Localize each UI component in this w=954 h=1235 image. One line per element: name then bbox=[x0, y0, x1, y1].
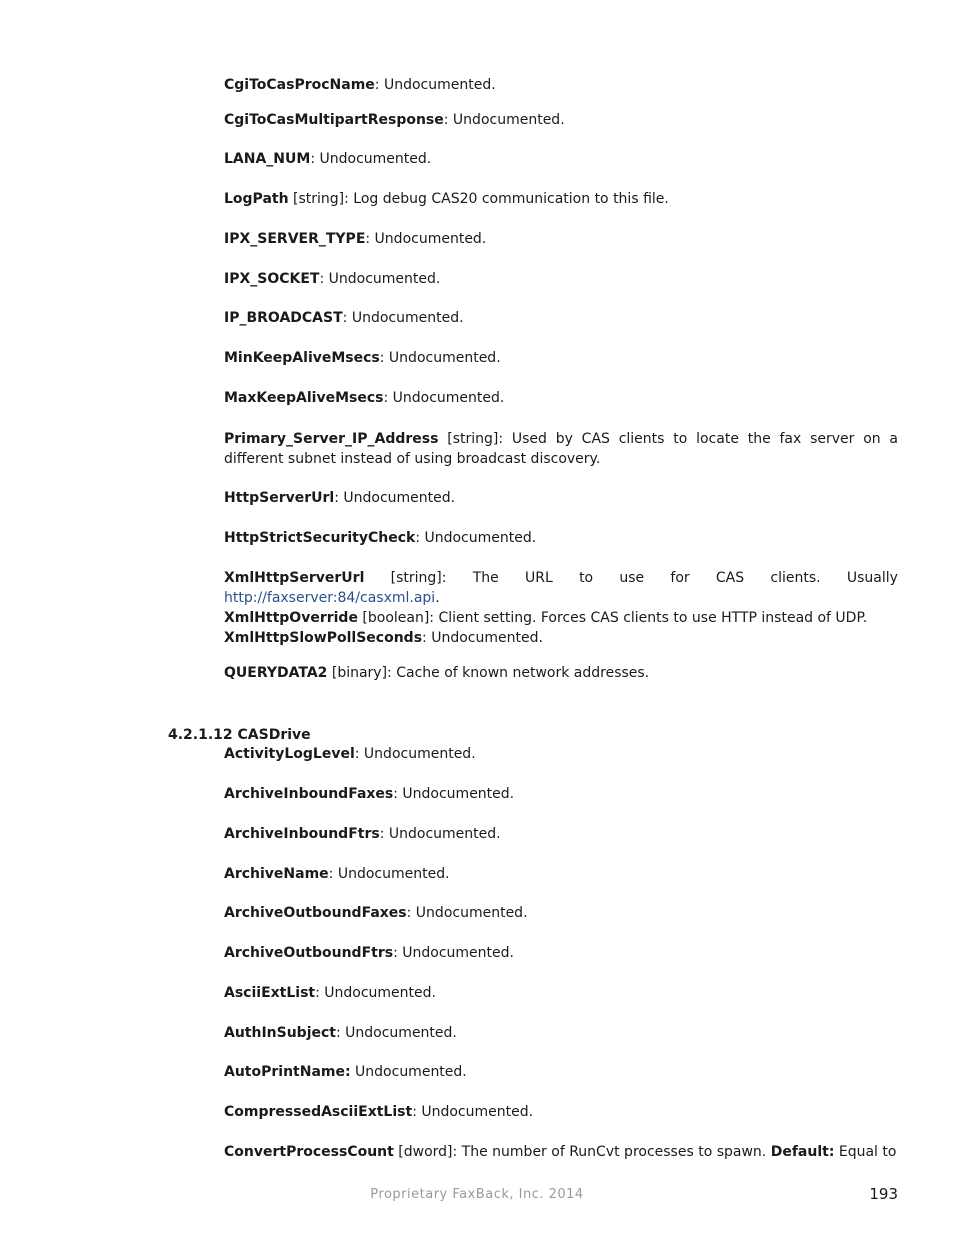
entry-desc: : Undocumented. bbox=[374, 77, 496, 93]
entry-word: clients. bbox=[770, 570, 821, 586]
entry-desc: : Undocumented. bbox=[393, 945, 514, 961]
entry-archiveoutboundfaxes bbox=[224, 903, 898, 923]
entry-desc: : Undocumented. bbox=[328, 866, 450, 882]
entry-name: ArchiveInboundFaxes bbox=[224, 786, 394, 802]
entry-ip-broadcast bbox=[224, 308, 898, 328]
entry-name: AutoPrintName: bbox=[224, 1064, 351, 1080]
entry-desc: [boolean]: Client setting. Forces CAS clients to use HTTP instead of UDP. bbox=[357, 610, 868, 626]
entry-name: ArchiveInboundFtrs bbox=[224, 826, 380, 842]
entry-name: HttpServerUrl bbox=[224, 490, 335, 506]
entry-desc: : Undocumented. bbox=[315, 985, 436, 1001]
entry-word: The bbox=[472, 570, 499, 586]
entry-ipx-server-type bbox=[224, 229, 898, 249]
entry-desc: [string]: Used by CAS clients to locate the fax server on a different subnet instead of using broadcast discovery. bbox=[224, 431, 898, 467]
entry-name: ArchiveName bbox=[224, 866, 329, 882]
casxml-link[interactable]: http://faxserver:84/casxml.api bbox=[224, 590, 436, 606]
entry-xmlhttpserverurl bbox=[224, 568, 898, 648]
entry-word: URL bbox=[525, 570, 553, 586]
entry-name: MaxKeepAliveMsecs bbox=[224, 390, 384, 406]
entry-name: IPX_SERVER_TYPE bbox=[224, 231, 366, 247]
link-period: . bbox=[435, 590, 440, 606]
entry-desc: : Undocumented. bbox=[354, 746, 476, 762]
entry-archiveoutboundftrs bbox=[224, 943, 898, 963]
entry-convertprocesscount bbox=[224, 1142, 898, 1162]
section-heading-casdrive: 4.2.1.12 CASDrive bbox=[168, 727, 311, 743]
entry-name: XmlHttpServerUrl bbox=[224, 570, 365, 586]
entry-desc: : Undocumented. bbox=[393, 786, 515, 802]
entry-maxkeepalivemsecs bbox=[224, 388, 898, 408]
entry-word: use bbox=[619, 570, 645, 586]
entry-archiveinboundfaxes bbox=[224, 784, 898, 804]
entry-name: IPX_SOCKET bbox=[224, 271, 320, 287]
entry-xmlhttpslowpollseconds bbox=[224, 628, 898, 648]
entry-asciiextlist bbox=[224, 983, 898, 1003]
entry-activityloglevel bbox=[224, 744, 898, 764]
entry-autoprintname bbox=[224, 1062, 898, 1082]
page-number: 193 bbox=[869, 1185, 898, 1203]
entry-desc: : Undocumented. bbox=[319, 271, 441, 287]
entry-xmlhttpserverurl-link-line bbox=[224, 588, 898, 608]
entry-minkeepalivemsecs bbox=[224, 348, 898, 368]
entry-xmlhttpoverride bbox=[224, 608, 898, 628]
entry-name: Primary_Server_IP_Address bbox=[224, 431, 439, 447]
entry-desc: : Undocumented. bbox=[383, 390, 505, 406]
entry-desc: : Undocumented. bbox=[365, 231, 487, 247]
entry-desc: : Undocumented. bbox=[336, 1025, 457, 1041]
entry-lana-num bbox=[224, 149, 898, 169]
entry-name: XmlHttpSlowPollSeconds bbox=[224, 630, 423, 646]
entry-desc: : Undocumented. bbox=[379, 350, 501, 366]
footer-copyright: Proprietary FaxBack, Inc. 2014 bbox=[370, 1187, 584, 1202]
entry-archiveinboundftrs bbox=[224, 824, 898, 844]
entry-desc: : Undocumented. bbox=[422, 630, 543, 646]
entry-desc: Undocumented. bbox=[350, 1064, 467, 1080]
entry-desc: [dword]: The number of RunCvt processes to spawn. bbox=[393, 1144, 771, 1160]
entry-name: MinKeepAliveMsecs bbox=[224, 350, 380, 366]
entry-desc: : Undocumented. bbox=[415, 530, 537, 546]
entry-desc: : Undocumented. bbox=[310, 151, 432, 167]
entry-word: to bbox=[579, 570, 594, 586]
entry-compressedasciiextlist bbox=[224, 1102, 898, 1122]
entry-name: HttpStrictSecurityCheck bbox=[224, 530, 416, 546]
entry-name: CgiToCasProcName bbox=[224, 77, 375, 93]
entry-name: CompressedAsciiExtList bbox=[224, 1104, 413, 1120]
entry-name: ConvertProcessCount bbox=[224, 1144, 394, 1160]
entry-name: QUERYDATA2 bbox=[224, 665, 328, 681]
entry-cgitocasprocname bbox=[224, 75, 898, 95]
default-desc: Equal to bbox=[834, 1144, 897, 1160]
entry-name: ActivityLogLevel bbox=[224, 746, 355, 762]
entry-name: LogPath bbox=[224, 191, 289, 207]
entry-desc: : Undocumented. bbox=[342, 310, 464, 326]
entry-desc: [binary]: Cache of known network addresses. bbox=[327, 665, 650, 681]
entry-authinsubject bbox=[224, 1023, 898, 1043]
entry-desc: [string]: Log debug CAS20 communication to this file. bbox=[288, 191, 669, 207]
entry-httpstrictsecuritycheck bbox=[224, 528, 898, 548]
entry-desc: : Undocumented. bbox=[379, 826, 501, 842]
entry-httpserverurl bbox=[224, 488, 898, 508]
entry-archivename bbox=[224, 864, 898, 884]
entry-word: CAS bbox=[715, 570, 745, 586]
entry-name: LANA_NUM bbox=[224, 151, 311, 167]
entry-word: for bbox=[670, 570, 690, 586]
entry-desc: : Undocumented. bbox=[334, 490, 456, 506]
entry-word: [string]: bbox=[390, 570, 447, 586]
entry-name: XmlHttpOverride bbox=[224, 610, 358, 626]
entry-name: ArchiveOutboundFaxes bbox=[224, 905, 407, 921]
entry-primary-server-ip-address bbox=[224, 429, 898, 469]
entry-name: IP_BROADCAST bbox=[224, 310, 343, 326]
entry-querydata2 bbox=[224, 663, 898, 683]
default-label: Default: bbox=[770, 1144, 835, 1160]
entry-cgitocasmultipartresponse bbox=[224, 110, 898, 130]
entry-xmlhttpserverurl-line bbox=[224, 568, 898, 588]
entry-desc: : Undocumented. bbox=[406, 905, 528, 921]
entry-name: ArchiveOutboundFtrs bbox=[224, 945, 394, 961]
entry-name: AsciiExtList bbox=[224, 985, 316, 1001]
entry-logpath bbox=[224, 189, 898, 209]
entry-word: Usually bbox=[846, 570, 898, 586]
entry-name: CgiToCasMultipartResponse bbox=[224, 112, 444, 128]
entry-desc: : Undocumented. bbox=[412, 1104, 534, 1120]
entry-name: AuthInSubject bbox=[224, 1025, 336, 1041]
entry-ipx-socket bbox=[224, 269, 898, 289]
entry-desc: : Undocumented. bbox=[443, 112, 565, 128]
